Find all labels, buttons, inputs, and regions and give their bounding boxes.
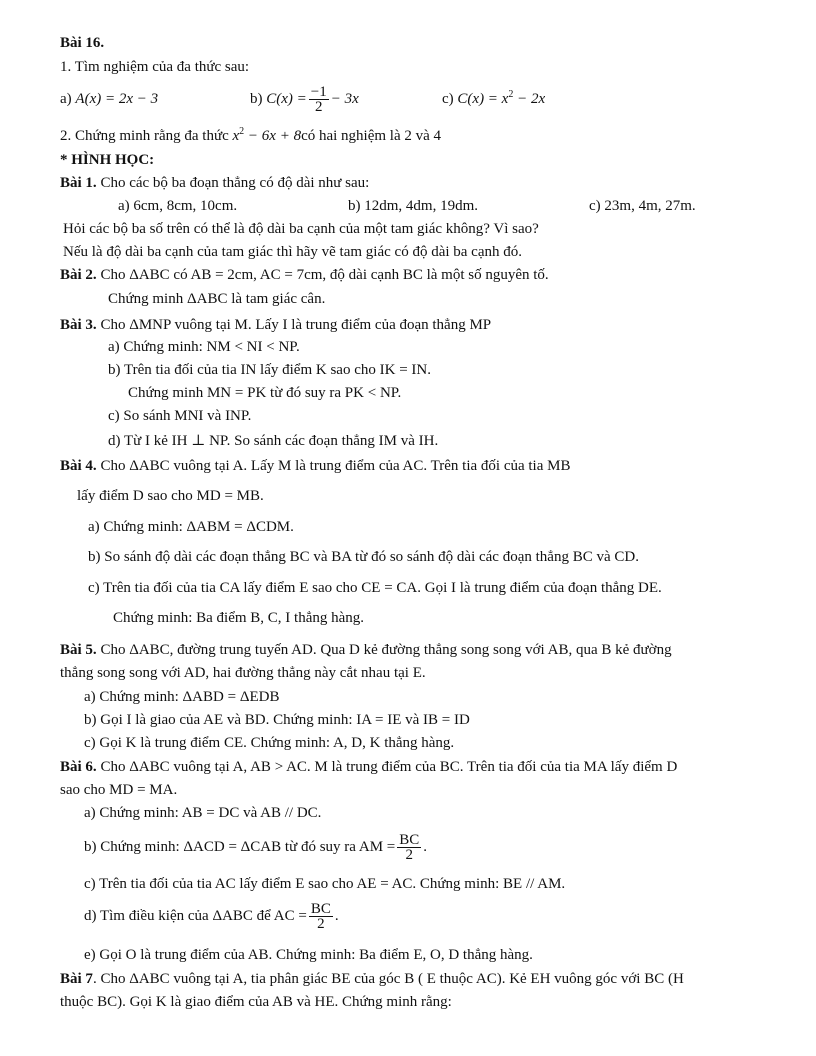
bai1-text: Cho các bộ ba đoạn thẳng có độ dài như sau: xyxy=(96,175,370,191)
bai7-label: Bài 7 xyxy=(60,971,93,987)
bai3-label: Bài 3. xyxy=(60,317,97,333)
bai6-d-denominator: 2 xyxy=(317,916,325,933)
bai1-heading xyxy=(60,174,369,192)
bai16-title: Bài 16. xyxy=(60,35,105,51)
bai3-c: c) So sánh MNI và INP. xyxy=(108,408,252,424)
bai4-c: c) Trên tia đối của tia CA lấy điểm E sao cho CE = CA. Gọi I là trung điểm của đoạn thẳng DE. xyxy=(88,580,662,596)
bai16-q2-poly: x xyxy=(232,128,240,144)
bai6-l2: sao cho MD = MA. xyxy=(60,782,178,798)
bai16-q2 xyxy=(60,127,441,145)
bai6-text: Cho ΔABC vuông tại A, AB > AC. M là trung điểm của BC. Trên tia đối của tia MA lấy điểm D xyxy=(96,759,678,775)
bai6-d-fraction xyxy=(309,902,333,931)
bai2-heading xyxy=(60,266,549,284)
bai3-b2: Chứng minh MN = PK từ đó suy ra PK < NP. xyxy=(128,385,402,401)
bai3-heading xyxy=(60,316,491,334)
bai5-heading xyxy=(60,641,672,659)
bai7-l2: thuộc BC). Gọi K là giao điểm của AB và HE. Chứng minh rằng: xyxy=(60,994,452,1010)
bai6-b-denominator: 2 xyxy=(405,847,413,864)
bai16-q2-poly-rest: − 6x + 8 xyxy=(244,128,302,144)
bai5-a: a) Chứng minh: ΔABD = ΔEDB xyxy=(84,689,280,705)
section-heading: * HÌNH HỌC: xyxy=(60,152,155,168)
bai16-b-numerator: −1 xyxy=(310,84,327,101)
bai3-b: b) Trên tia đối của tia IN lấy điểm K sao cho IK = IN. xyxy=(108,362,431,378)
bai6-c: c) Trên tia đối của tia AC lấy điểm E sao cho AE = AC. Chứng minh: BE // AM. xyxy=(84,876,566,892)
bai6-d-numerator: BC xyxy=(310,901,331,918)
bai16-b-rest: − 3x xyxy=(330,91,359,107)
bai6-b-text: b) Chứng minh: ΔACD = ΔCAB từ đó suy ra AM = xyxy=(84,839,396,855)
bai6-b: b) Chứng minh: ΔACD = ΔCAB từ đó suy ra AM = $\frac{BC}{2}$ . xyxy=(84,832,428,864)
bai6-d: d) Tìm điều kiện của ΔABC để AC = $\frac{BC}{2}$ . xyxy=(84,901,339,933)
bai1-c: c) 23m, 4m, 27m. xyxy=(589,198,696,214)
bai16-b-lhs: C(x) = xyxy=(266,91,307,107)
bai1-b: b) 12dm, 4dm, 19dm. xyxy=(348,198,478,214)
bai2-l2: Chứng minh ΔABC là tam giác cân. xyxy=(108,291,326,307)
bai4-heading xyxy=(60,457,570,475)
bai3-text: Cho ΔMNP vuông tại M. Lấy I là trung điểm của đoạn thẳng MP xyxy=(96,317,492,333)
bai16-q1: 1. Tìm nghiệm của đa thức sau: xyxy=(60,59,250,75)
bai4-b: b) So sánh độ dài các đoạn thẳng BC và BA từ đó so sánh độ dài các đoạn thẳng BC và CD. xyxy=(88,549,639,565)
bai16-q2-suffix: có hai nghiệm là 2 và 4 xyxy=(301,128,442,144)
bai16-c-lhs: C(x) = x xyxy=(457,91,509,107)
bai5-text: Cho ΔABC, đường trung tuyến AD. Qua D kẻ đường thẳng song song với AB, qua B kẻ đường xyxy=(96,642,672,658)
bai7-heading xyxy=(60,970,684,988)
bai16-b-denominator: 2 xyxy=(315,99,323,116)
bai5-l2: thẳng song song với AD, hai đường thẳng này cắt nhau tại E. xyxy=(60,665,426,681)
bai6-b-fraction xyxy=(397,833,421,862)
bai5-label: Bài 5. xyxy=(60,642,97,658)
bai6-a: a) Chứng minh: AB = DC và AB // DC. xyxy=(84,805,322,821)
bai4-l2: lấy điểm D sao cho MD = MB. xyxy=(77,488,264,504)
bai6-d-text: d) Tìm điều kiện của ΔABC để AC = xyxy=(84,908,307,924)
bai4-c2: Chứng minh: Ba điểm B, C, I thẳng hàng. xyxy=(113,610,365,626)
bai16-a-expr: A(x) = 2x − 3 xyxy=(75,91,159,107)
bai2-label: Bài 2. xyxy=(60,267,97,283)
bai6-label: Bài 6. xyxy=(60,759,97,775)
bai16-a-label: a) xyxy=(60,91,72,107)
bai16-b-fraction xyxy=(309,85,329,114)
bai16-a xyxy=(60,90,158,108)
bai4-text: Cho ΔABC vuông tại A. Lấy M là trung điểm của AC. Trên tia đối của tia MB xyxy=(96,458,571,474)
bai6-e: e) Gọi O là trung điểm của AB. Chứng minh: Ba điểm E, O, D thẳng hàng. xyxy=(84,947,533,963)
bai16-b-label: b) xyxy=(250,91,263,107)
bai7-text: . Cho ΔABC vuông tại A, tia phân giác BE của góc B ( E thuộc AC). Kẻ EH vuông góc với BC (H xyxy=(92,971,684,987)
bai16-b xyxy=(250,82,359,116)
bai2-text: Cho ΔABC có AB = 2cm, AC = 7cm, độ dài cạnh BC là một số nguyên tố. xyxy=(96,267,549,283)
bai16-q2-exponent: 2 xyxy=(239,126,245,137)
bai1-q2: Nếu là độ dài ba cạnh của tam giác thì hãy vẽ tam giác có độ dài ba cạnh đó. xyxy=(63,244,522,260)
bai16-q2-prefix: 2. Chứng minh rằng đa thức xyxy=(60,128,233,144)
bai1-a: a) 6cm, 8cm, 10cm. xyxy=(118,198,238,214)
bai1-label: Bài 1. xyxy=(60,175,97,191)
bai16-c-exponent: 2 xyxy=(508,89,514,100)
bai6-b-numerator: BC xyxy=(399,832,420,849)
bai4-label: Bài 4. xyxy=(60,458,97,474)
bai16-c xyxy=(442,90,545,108)
bai3-a: a) Chứng minh: NM < NI < NP. xyxy=(108,339,300,355)
bai4-a: a) Chứng minh: ΔABM = ΔCDM. xyxy=(88,519,294,535)
bai1-q1: Hỏi các bộ ba số trên có thể là độ dài ba cạnh của một tam giác không? Vì sao? xyxy=(63,221,539,237)
bai3-d: d) Từ I kẻ IH ⊥ NP. So sánh các đoạn thẳng IM và IH. xyxy=(108,433,439,449)
bai16-c-rest: − 2x xyxy=(513,91,546,107)
bai5-c: c) Gọi K là trung điểm CE. Chứng minh: A, D, K thẳng hàng. xyxy=(84,735,455,751)
bai5-b: b) Gọi I là giao của AE và BD. Chứng minh: IA = IE và IB = ID xyxy=(84,712,470,728)
bai16-c-label: c) xyxy=(442,91,454,107)
bai6-heading xyxy=(60,758,677,776)
